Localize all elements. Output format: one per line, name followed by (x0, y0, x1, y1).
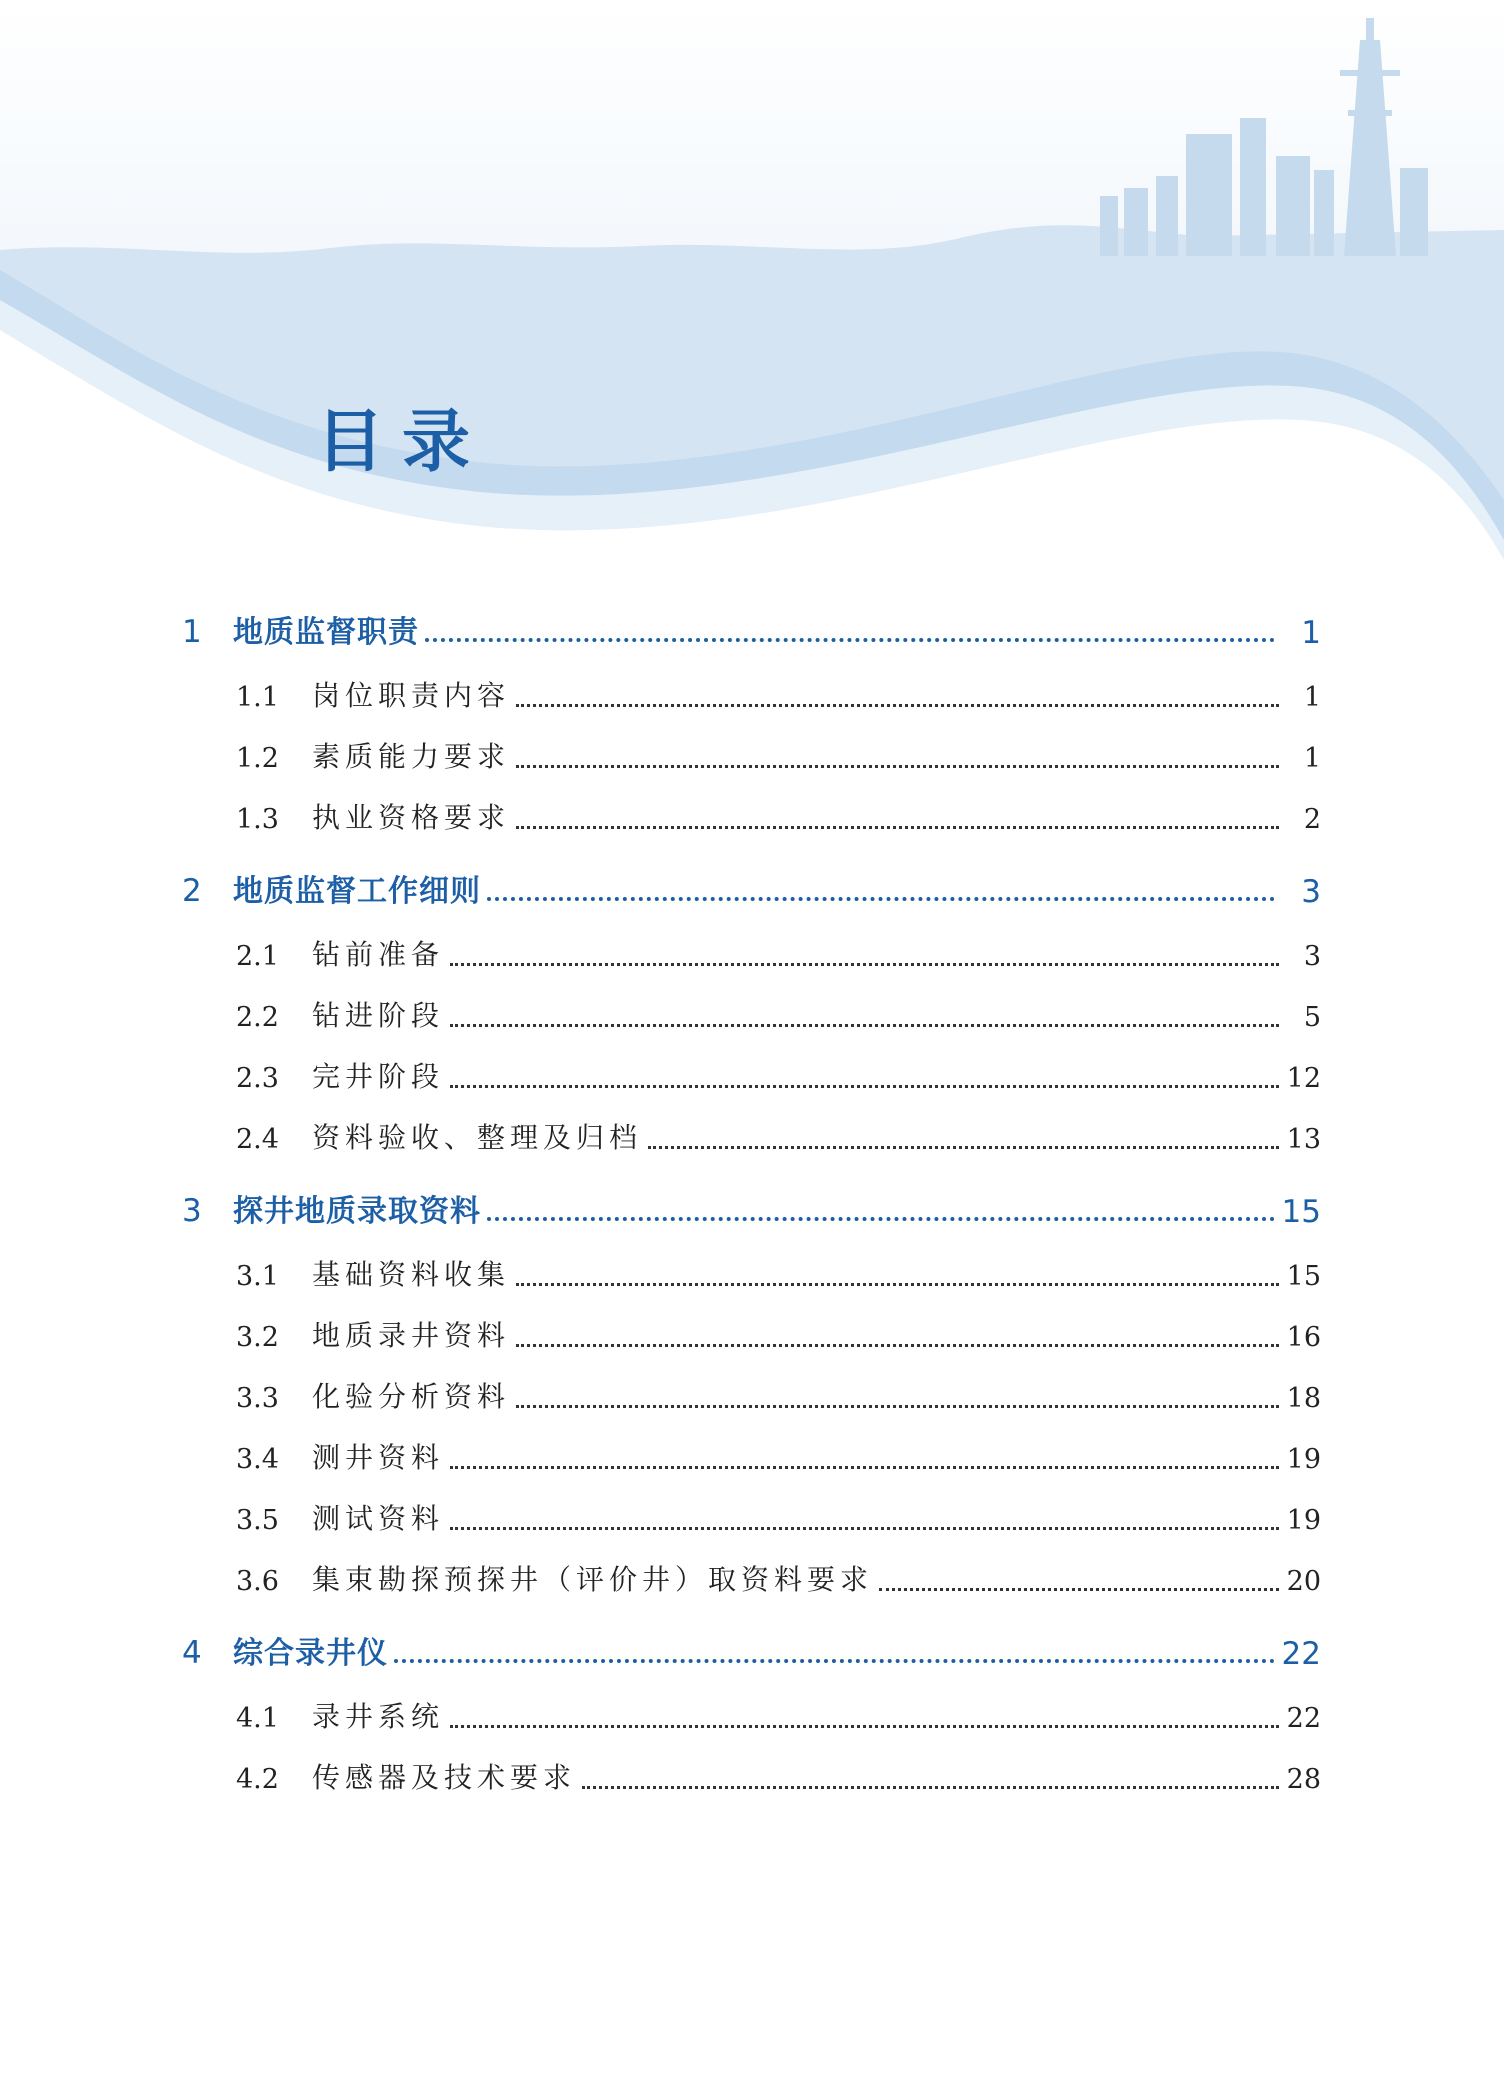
toc-dot-leader (450, 1085, 1279, 1088)
toc-entry-label: 综合录井仪 (233, 1636, 388, 1671)
toc-dot-leader (450, 1725, 1279, 1728)
toc-entry-label: 钻进阶段 (312, 999, 445, 1032)
toc-dot-leader (487, 897, 1275, 901)
toc-page-number: 15 (1286, 1261, 1321, 1292)
toc-dot-leader (487, 1217, 1275, 1221)
toc-entry-number: 2.2 (236, 1002, 279, 1033)
toc-page-number: 1 (1303, 743, 1321, 774)
toc-section-entry[interactable] (0, 740, 1504, 778)
toc-page-number: 15 (1281, 1194, 1321, 1230)
toc-entry-label: 素质能力要求 (312, 740, 511, 773)
toc-section-entry[interactable] (0, 1502, 1504, 1540)
toc-page-number: 5 (1303, 1002, 1321, 1033)
toc-section-entry[interactable] (0, 801, 1504, 839)
toc-entry-number: 4.1 (236, 1703, 279, 1734)
toc-dot-leader (450, 1527, 1279, 1530)
toc-page-number: 28 (1286, 1764, 1321, 1795)
toc-section-entry[interactable] (0, 1441, 1504, 1479)
toc-chapter-entry[interactable] (0, 873, 1504, 913)
toc-section-entry[interactable] (0, 1380, 1504, 1418)
toc-section-entry[interactable] (0, 1319, 1504, 1357)
toc-chapter-entry[interactable] (0, 1635, 1504, 1675)
toc-dot-leader (516, 1283, 1279, 1286)
toc-entry-number: 3.5 (236, 1505, 279, 1536)
toc-dot-leader (425, 638, 1275, 642)
toc-entry-number: 3.6 (236, 1566, 279, 1597)
toc-entry-number: 3.1 (236, 1261, 279, 1292)
toc-entry-label: 传感器及技术要求 (312, 1761, 577, 1794)
toc-page-number: 22 (1281, 1636, 1321, 1672)
toc-entry-number: 1 (182, 614, 202, 650)
toc-section-entry[interactable] (0, 1060, 1504, 1098)
toc-entry-label: 录井系统 (312, 1700, 445, 1733)
toc-dot-leader (516, 704, 1279, 707)
toc-section-entry[interactable] (0, 999, 1504, 1037)
toc-entry-number: 4 (182, 1635, 202, 1671)
toc-entry-number: 1.3 (236, 804, 279, 835)
toc-entry-label: 化验分析资料 (312, 1380, 511, 1413)
toc-dot-leader (516, 1344, 1279, 1347)
toc-entry-number: 2.3 (236, 1063, 279, 1094)
toc-entry-number: 3.3 (236, 1383, 279, 1414)
toc-entry-number: 2.4 (236, 1124, 279, 1155)
toc-dot-leader (516, 1405, 1279, 1408)
toc-page-number: 13 (1286, 1124, 1321, 1155)
toc-dot-leader (582, 1786, 1279, 1789)
toc-entry-number: 3.4 (236, 1444, 279, 1475)
toc-entry-label: 地质录井资料 (312, 1319, 511, 1352)
toc-dot-leader (394, 1659, 1275, 1663)
toc-section-entry[interactable] (0, 1258, 1504, 1296)
toc-entry-label: 资料验收、整理及归档 (312, 1121, 643, 1154)
toc-dot-leader (450, 963, 1279, 966)
toc-entry-label: 执业资格要求 (312, 801, 511, 834)
page-title: 目录 (316, 403, 489, 482)
toc-entry-label: 测井资料 (312, 1441, 445, 1474)
toc-entry-label: 探井地质录取资料 (233, 1194, 481, 1229)
toc-section-entry[interactable] (0, 1761, 1504, 1799)
toc-section-entry[interactable] (0, 1700, 1504, 1738)
toc-entry-label: 基础资料收集 (312, 1258, 511, 1291)
toc-entry-number: 3.2 (236, 1322, 279, 1353)
toc-entry-label: 钻前准备 (312, 938, 445, 971)
toc-entry-label: 测试资料 (312, 1502, 445, 1535)
toc-entry-label: 岗位职责内容 (312, 679, 511, 712)
toc-section-entry[interactable] (0, 1563, 1504, 1601)
toc-entry-label: 集束勘探预探井（评价井）取资料要求 (312, 1563, 874, 1596)
toc-dot-leader (879, 1588, 1279, 1591)
toc-entry-number: 2 (182, 873, 202, 909)
toc-page-number: 19 (1286, 1444, 1321, 1475)
toc-dot-leader (450, 1466, 1279, 1469)
toc-dot-leader (516, 826, 1279, 829)
toc-page-number: 20 (1286, 1566, 1321, 1597)
toc-section-entry[interactable] (0, 938, 1504, 976)
toc-chapter-entry[interactable] (0, 1193, 1504, 1233)
toc-page-number: 12 (1286, 1063, 1321, 1094)
toc-entry-number: 4.2 (236, 1764, 279, 1795)
toc-entry-label: 地质监督职责 (233, 615, 419, 650)
toc-entry-number: 1.2 (236, 743, 279, 774)
toc-entry-label: 完井阶段 (312, 1060, 445, 1093)
toc-page-number: 18 (1286, 1383, 1321, 1414)
toc-entry-number: 3 (182, 1193, 202, 1229)
toc-entry-number: 1.1 (236, 682, 279, 713)
toc-section-entry[interactable] (0, 679, 1504, 717)
toc-chapter-entry[interactable] (0, 614, 1504, 654)
toc-page-number: 3 (1301, 874, 1321, 910)
toc-page-number: 22 (1286, 1703, 1321, 1734)
toc-page-number: 1 (1303, 682, 1321, 713)
toc-entry-label: 地质监督工作细则 (233, 874, 481, 909)
toc-page-number: 16 (1286, 1322, 1321, 1353)
toc-page-number: 2 (1303, 804, 1321, 835)
toc-page-number: 1 (1301, 615, 1321, 651)
toc-section-entry[interactable] (0, 1121, 1504, 1159)
toc-page-number: 19 (1286, 1505, 1321, 1536)
toc-dot-leader (648, 1146, 1279, 1149)
toc-dot-leader (516, 765, 1279, 768)
toc-dot-leader (450, 1024, 1279, 1027)
toc-entry-number: 2.1 (236, 941, 279, 972)
toc-page-number: 3 (1303, 941, 1321, 972)
